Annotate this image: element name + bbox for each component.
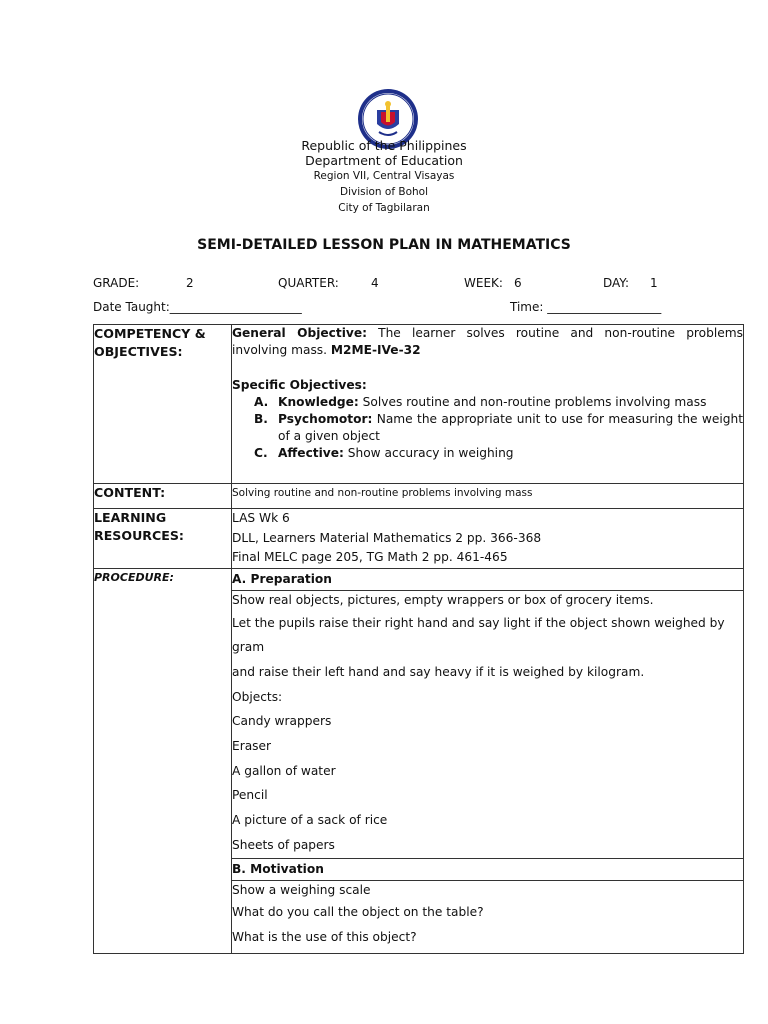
resource-line: LAS Wk 6: [232, 511, 290, 525]
motivation-line: What is the use of this object?: [232, 929, 417, 944]
specific-objectives-list: [232, 394, 743, 462]
week-value: 6: [514, 276, 522, 290]
competency-row: [94, 325, 744, 484]
objective-marker: B.: [254, 412, 268, 426]
resource-line: Final MELC page 205, TG Math 2 pp. 461-465: [232, 550, 508, 564]
city-line: City of Tagbilaran: [338, 202, 430, 214]
objective-item: [232, 411, 743, 445]
motivation-line: What do you call the object on the table?: [232, 905, 484, 920]
preparation-line: A picture of a sack of rice: [232, 813, 388, 828]
motivation-content-cell: [232, 880, 744, 953]
motivation-heading: B. Motivation: [232, 858, 744, 880]
content-row: [94, 484, 744, 509]
preparation-line: Eraser: [232, 739, 272, 754]
grade-label: GRADE:: [93, 276, 140, 290]
objective-marker: A.: [254, 395, 269, 409]
objective-text: Solves routine and non-routine problems involving mass: [358, 395, 707, 409]
competency-label: COMPETENCY &: [94, 326, 206, 341]
competency-label-cell: [94, 325, 232, 484]
content-text: Solving routine and non-routine problems involving mass: [232, 484, 744, 509]
objectives-label: OBJECTIVES:: [94, 344, 183, 359]
resources-label-cell: [94, 509, 232, 569]
preparation-line: Show real objects, pictures, empty wrappers or box of grocery items.: [232, 593, 654, 607]
resources-row: [94, 509, 744, 569]
procedure-label: PROCEDURE:: [94, 569, 232, 954]
date-taught-field: Date Taught:______________________: [93, 300, 302, 314]
republic-line: Republic of the Philippines: [301, 138, 467, 153]
preparation-line: and raise their left hand and say heavy if it is weighed by kilogram.: [232, 664, 645, 679]
day-value: 1: [650, 276, 658, 290]
objective-item: [232, 394, 743, 411]
quarter-value: 4: [371, 276, 379, 290]
objective-label: Affective:: [278, 446, 344, 460]
objective-text: Name the appropriate unit to use for measuring the weight of a given object: [278, 412, 743, 443]
competency-content-cell: [232, 325, 744, 484]
preparation-line: Sheets of papers: [232, 837, 335, 852]
lesson-plan-table: [93, 324, 744, 954]
resource-line: DLL, Learners Material Mathematics 2 pp. 366-368: [232, 530, 542, 545]
region-line: Region VII, Central Visayas: [313, 170, 455, 182]
competency-code: M2ME-IVe-32: [330, 343, 421, 357]
objective-item: [232, 445, 743, 462]
motivation-line: Show a weighing scale: [232, 882, 371, 897]
procedure-row: [94, 569, 744, 591]
department-line: Department of Education: [305, 153, 463, 168]
preparation-line: Objects:: [232, 689, 283, 704]
preparation-content-cell: [232, 591, 744, 859]
objective-marker: C.: [254, 446, 268, 460]
resources-content-cell: [232, 509, 744, 569]
division-line: Division of Bohol: [339, 186, 429, 198]
time-field: Time: ___________________: [510, 300, 662, 314]
grade-value: 2: [186, 276, 194, 290]
preparation-line: Candy wrappers: [232, 714, 332, 729]
objective-text: Show accuracy in weighing: [343, 446, 514, 460]
specific-objectives-label: Specific Objectives:: [232, 378, 367, 392]
content-label: CONTENT:: [94, 484, 232, 509]
quarter-label: QUARTER:: [278, 276, 339, 290]
preparation-line: A gallon of water: [232, 763, 336, 778]
preparation-heading: A. Preparation: [232, 569, 744, 591]
day-label: DAY:: [603, 276, 630, 290]
preparation-line: Pencil: [232, 788, 268, 803]
lesson-plan-title: SEMI-DETAILED LESSON PLAN IN MATHEMATICS: [197, 237, 571, 253]
week-label: WEEK:: [464, 276, 503, 290]
general-objective-text: The learner solves routine and non-routine problems involving mass.: [232, 326, 743, 357]
objective-label: Knowledge:: [278, 395, 359, 409]
general-objective-label: General Objective:: [232, 326, 367, 340]
objective-label: Psychomotor:: [278, 412, 373, 426]
learning-label: LEARNING: [94, 510, 167, 525]
resources-label: RESOURCES:: [94, 528, 184, 543]
preparation-line: Let the pupils raise their right hand and say light if the object shown weighed by gram: [232, 615, 725, 655]
general-objective: [232, 325, 743, 359]
